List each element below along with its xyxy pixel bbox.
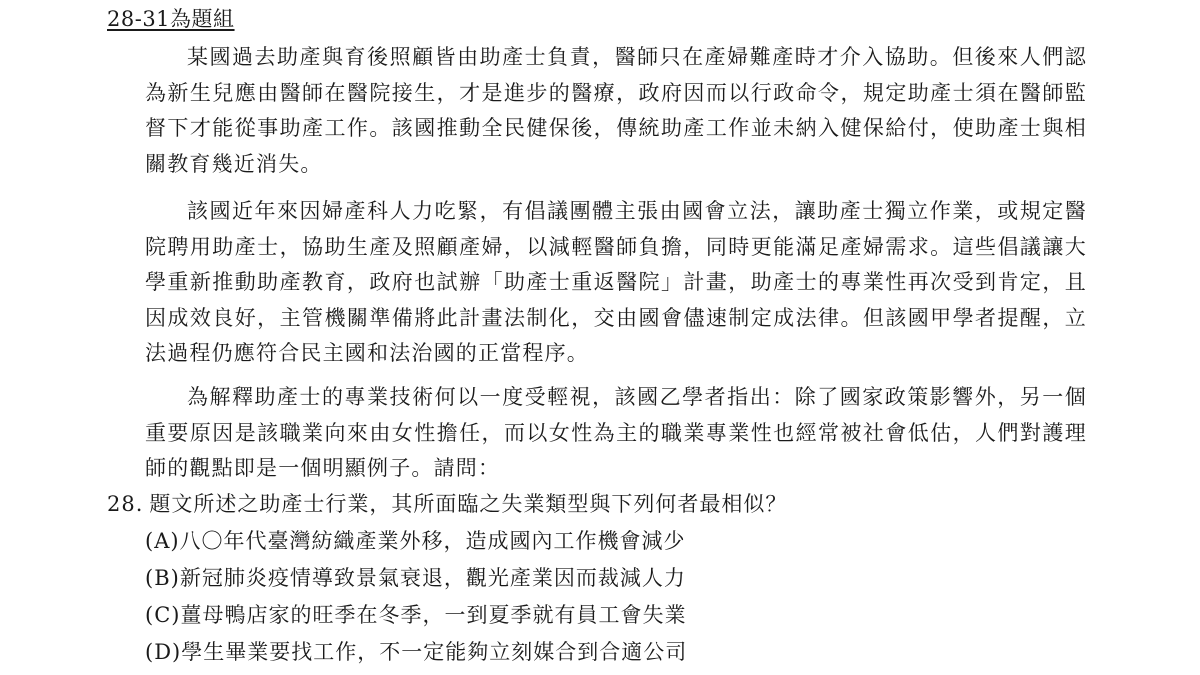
option-c[interactable]: (C)薑母鴨店家的旺季在冬季，一到夏季就有員工會失業 xyxy=(145,603,687,627)
answer-options xyxy=(145,523,687,671)
passage-paragraph-3: 為解釋助產士的專業技術何以一度受輕視，該國乙學者指出：除了國家政策影響外，另一個重要原因是該職業向來由女性擔任，而以女性為主的職業專業性也經常被社會低估，人們對護理師的觀點即是一個明顯例子。請問： xyxy=(145,385,1087,480)
option-b[interactable]: (B)新冠肺炎疫情導致景氣衰退，觀光產業因而裁減人力 xyxy=(145,566,686,590)
question-stem: 題文所述之助產士行業，其所面臨之失業類型與下列何者最相似？ xyxy=(149,492,788,516)
question-28 xyxy=(107,487,787,522)
passage-paragraph-2: 該國近年來因婦產科人力吃緊，有倡議團體主張由國會立法，讓助產士獨立作業，或規定醫院聘用助產士，協助生產及照顧產婦，以減輕醫師負擔，同時更能滿足產婦需求。這些倡議讓大學重新推動助產教育，政府也試辦「助產士重返醫院」計畫，助產士的專業性再次受到肯定，且因成效良好，主管機關準備將此計畫法制化，交由國會儘速制定成法律。但該國甲學者提醒，立法過程仍應符合民主國和法治國的正當程序。 xyxy=(145,199,1087,365)
question-number: 28. xyxy=(107,492,144,516)
option-d[interactable]: (D)學生畢業要找工作，不一定能夠立刻媒合到合適公司 xyxy=(145,640,688,664)
passage-paragraph-1: 某國過去助產與育後照顧皆由助產士負責，醫師只在產婦難產時才介入協助。但後來人們認為新生兒應由醫師在醫院接生，才是進步的醫療，政府因而以行政命令，規定助產士須在醫師監督下才能從事助產工作。該國推動全民健保後，傳統助產工作並未納入健保給付，使助產士與相關教育幾近消失。 xyxy=(145,45,1087,176)
question-group-title: 28-31為題組 xyxy=(107,7,235,31)
option-a[interactable]: (A)八〇年代臺灣紡織產業外移，造成國內工作機會減少 xyxy=(145,529,686,553)
